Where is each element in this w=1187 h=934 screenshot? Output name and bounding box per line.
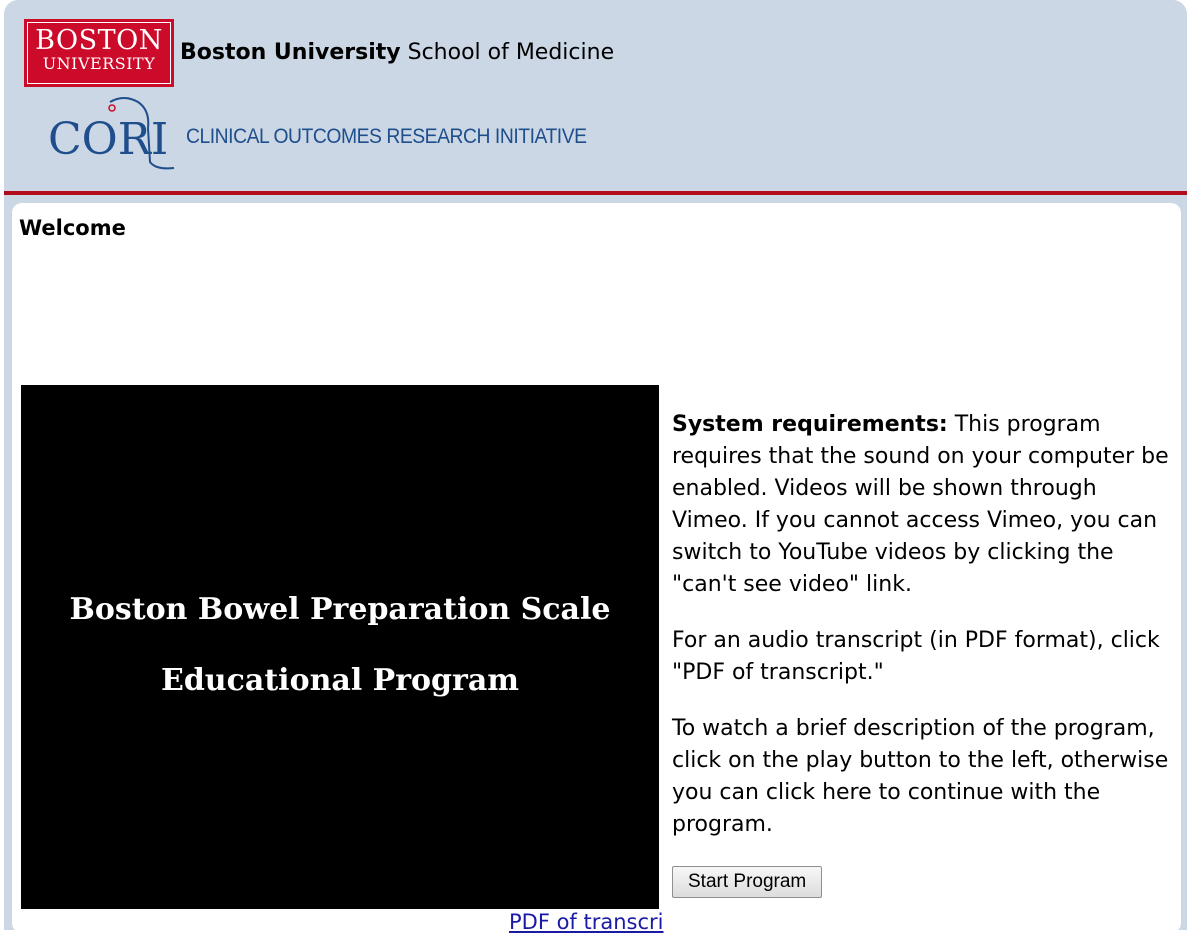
cori-logo[interactable] — [46, 96, 176, 172]
site-header — [4, 0, 1187, 193]
page-title: Welcome — [19, 216, 126, 240]
main-content — [12, 203, 1181, 933]
start-program-button[interactable]: Start Program — [672, 866, 822, 898]
watch-instructions: To watch a brief description of the program, click on the play button to the left, otherwise you can click here to continue with the program. — [672, 716, 1169, 837]
boston-university-logo[interactable] — [24, 19, 174, 87]
system-requirements-label: System requirements: — [672, 412, 948, 437]
system-requirements-text: This program requires that the sound on your computer be enabled. Videos will be shown through Vimeo. If you cannot access Vimeo, you can switch to YouTube videos by clicking the "can't see video" link. — [672, 412, 1169, 597]
school-name-rest: School of Medicine — [400, 40, 615, 65]
school-name-bold: Boston University — [180, 40, 401, 65]
bu-logo-line2: UNIVERSITY — [42, 54, 156, 73]
cori-tagline: CLINICAL OUTCOMES RESEARCH INITIATIVE — [186, 125, 587, 148]
video-title-line1: Boston Bowel Preparation Scale — [69, 592, 611, 627]
video-title-line2: Educational Program — [160, 663, 520, 698]
header-divider — [4, 191, 1187, 195]
bu-logo-line1: BOSTON — [35, 25, 163, 56]
system-requirements — [672, 409, 1172, 601]
transcript-instructions: For an audio transcript (in PDF format), click "PDF of transcript." — [672, 628, 1160, 685]
page-frame — [4, 0, 1187, 934]
info-panel — [672, 409, 1172, 898]
school-name — [180, 40, 614, 65]
video-player[interactable] — [21, 385, 659, 909]
cori-logo-text: CORI — [48, 114, 169, 165]
pdf-transcript-link[interactable]: PDF of transcri — [509, 910, 664, 934]
